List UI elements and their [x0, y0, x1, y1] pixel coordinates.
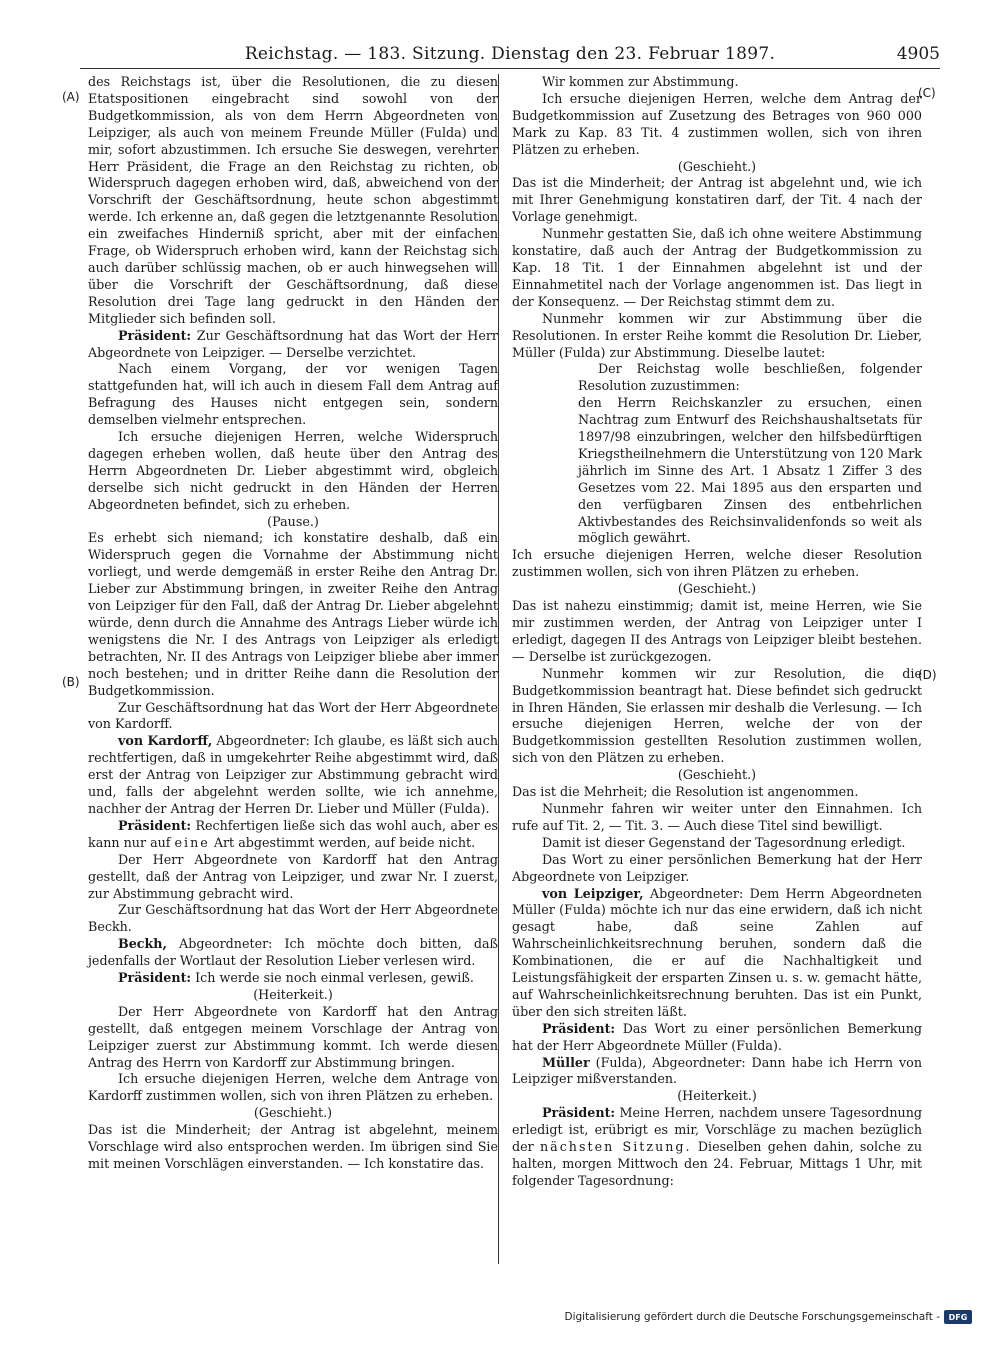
paragraph: [512, 886, 922, 1021]
speech-text: Rechfertigen ließe sich das wohl auch, aber es kann nur auf: [88, 817, 498, 850]
speaker-name: von Kardorff,: [118, 733, 213, 749]
paragraph: Das Wort zu einer persönlichen Bemerkung hat der Herr Abgeordnete von Leipziger.: [512, 851, 922, 884]
paragraph: Damit ist dieser Gegenstand der Tagesordnung erledigt.: [542, 834, 906, 850]
stage-direction: (Geschieht.): [677, 767, 757, 783]
paragraph: des Reichstags ist, über die Resolutionen, die zu diesen Etatspositionen eingebracht sind sowohl von der Budgetkommission, als von dem Herrn Abgeordneten von Leipziger, als auch von meinem Freunde Müller (Fulda) und mir, sofort abzustimmen. Ich ersuche Sie deswegen, verehrter Herr Präsident, die Frage an den Reichstag zu richten, ob Widerspruch dagegen erhoben wird, daß, abweichend von der Vorschrift der Geschäftsordnung, heute schon abgestimmt werde. Ich erkenne an, daß gegen die letztgenannte Resolution ein zweifaches Hinderniß spricht, aber mit der einfachen Frage, ob Widerspruch erhoben wird, kann der Reichstag sich auch darüber schlüssig machen, ob er auch hinwegsehen will über die Vorschrift der Geschäftsordnung, daß diese Resolution drei Tage lang gedruckt in den Händen der Mitglieder sich befinden soll.: [88, 74, 498, 326]
paragraph: Das ist die Mehrheit; die Resolution ist angenommen.: [512, 784, 859, 800]
left-column: [88, 74, 498, 1173]
paragraph: Nunmehr kommen wir zur Resolution, die die Budgetkommission beantragt hat. Diese befindet sich gedruckt in Ihren Händen, Sie erlassen mir deshalb die Verlesung. — Ich ersuche diejenigen Herren, welche der von der Budgetkommission gestellten Resolution zustimmen wollen, sich von den Plätzen zu erheben.: [512, 665, 922, 766]
paragraph: Zur Geschäftsordnung hat das Wort der Herr Abgeordnete Beckh.: [88, 902, 498, 935]
paragraph: [88, 733, 498, 818]
stage-direction: (Geschieht.): [253, 1105, 333, 1121]
paragraph: Nach einem Vorgang, der vor wenigen Tagen stattgefunden hat, will ich auch in diesem Fall dem Antrag auf Befragung des Hauses nicht entgegen sein, sondern demselben vielmehr entsprechen.: [88, 361, 498, 428]
paragraph: Ich ersuche diejenigen Herren, welche dieser Resolution zustimmen wollen, sich von ihren Plätzen zu erheben.: [512, 547, 922, 580]
paragraph: Nunmehr kommen wir zur Abstimmung über die Resolutionen. In erster Reihe kommt die Resolution Dr. Lieber, Müller (Fulda) zur Abstimmung. Dieselbe lautet:: [512, 310, 922, 360]
paragraph: Zur Geschäftsordnung hat das Wort der Herr Abgeordnete von Kardorff.: [88, 699, 498, 732]
paragraph: Der Herr Abgeordnete von Kardorff hat den Antrag gestellt, daß der Antrag von Leipziger, und zwar Nr. I zuerst, zur Abstimmung gebracht wird.: [88, 851, 498, 901]
speech-text: Abgeordneter: Ich möchte doch bitten, daß jedenfalls der Wortlaut der Resolution Lieber verlesen wird.: [88, 936, 498, 969]
speaker-name: von Leipziger,: [542, 885, 644, 901]
speaker-name: Präsident:: [118, 817, 192, 833]
paragraph: Ich ersuche diejenigen Herren, welche dem Antrag der Budgetkommission auf Zusetzung des Betrages von 960 000 Mark zu Kap. 83 Tit. 4 zustimmen wollen, sich von ihren Plätzen zu erheben.: [512, 90, 922, 157]
page-title: Reichstag. — 183. Sitzung. Dienstag den 23. Februar 1897.: [244, 44, 776, 64]
margin-marker-d: (D): [918, 668, 937, 682]
stage-direction: (Geschieht.): [677, 581, 757, 597]
paragraph: Nunmehr gestatten Sie, daß ich ohne weitere Abstimmung konstatire, daß auch der Antrag der Budgetkommission zu Kap. 18 Tit. 1 der Einnahmen abgelehnt ist und der Einnahmetitel nach der Vorlage angenommen ist. Das liegt in der Konsequenz. — Der Reichstag stimmt dem zu.: [512, 226, 922, 309]
paragraph: Das ist die Minderheit; der Antrag ist abgelehnt und, wie ich mit Ihrer Genehmigung konstatiren darf, der Tit. 4 nach der Vorlage genehmigt.: [512, 175, 922, 225]
paragraph: Wir kommen zur Abstimmung.: [542, 74, 739, 89]
right-column: [512, 74, 922, 1190]
speaker-name: Präsident:: [118, 970, 192, 986]
paragraph: [512, 1021, 922, 1055]
paragraph: [88, 936, 498, 970]
paragraph: Der Herr Abgeordnete von Kardorff hat den Antrag gestellt, daß entgegen meinem Vorschlage der Antrag von Leipziger zuerst zur Abstimmung kommt. Ich werde diesen Antrag des Herrn von Kardorff zur Abstimmung bringen.: [88, 1003, 498, 1070]
footer-credit: Digitalisierung gefördert durch die Deutsche Forschungsgemeinschaft -: [564, 1311, 940, 1323]
paragraph: Das ist die Minderheit; der Antrag ist abgelehnt, meinem Vorschlage wird also entsprochen werden. Im übrigen sind Sie mit meinen Vorschlägen einverstanden. — Ich konstatire das.: [88, 1122, 498, 1171]
paragraph: Das ist nahezu einstimmig; damit ist, meine Herren, wie Sie mir zustimmen werden, der Antrag von Leipziger unter I erledigt, dagegen II des Antrags von Leipziger bleibt bestehen. — Derselbe ist zurückgezogen.: [512, 598, 922, 664]
paragraph: Ich ersuche diejenigen Herren, welche dem Antrage von Kardorff zustimmen wollen, sich von ihren Plätzen zu erheben.: [88, 1071, 498, 1104]
speech-text: (Fulda), Abgeordneter: Dann habe ich Herrn von Leipziger mißverstanden.: [512, 1054, 922, 1087]
paragraph: [512, 1055, 922, 1089]
speaker-name: Präsident:: [118, 327, 192, 343]
digitization-footer: [564, 1310, 972, 1324]
speech-text: Abgeordneter: Ich glaube, es läßt sich auch rechtfertigen, daß in umgekehrter Reihe abgestimmt wird, daß erst der Antrag von Leipziger zur Abstimmung gebracht wird und, falls der abgelehnt werden sollte, wie ich annehme, nachher der Antrag der Herren Dr. Lieber und Müller (Fulda).: [88, 733, 498, 816]
speech-text: Abgeordneter: Dem Herrn Abgeordneten Müller (Fulda) möchte ich nur das eine erwidern, daß ich nicht gesagt habe, daß seine Zahlen auf Wahrscheinlichkeitsrechnung beruhen, sondern daß die Kombinationen, die er auf die Nachhaltigkeit und Leistungsfähigkeit der ersparten Zinsen u. s. w. gemacht hätte, auf Wahrscheinlichkeitsrechnung beruhten. Das ist ein Punkt, über den sich streiten läßt.: [512, 885, 922, 1019]
speech-text: Dieselben gehen dahin, solche zu halten, morgen Mittwoch den 24. Februar, Mittags 1 Uhr, mit folgender Tagesordnung:: [512, 1139, 922, 1188]
paragraph: Nunmehr fahren wir weiter unter den Einnahmen. Ich rufe auf Tit. 2, — Tit. 3. — Auch diese Titel sind bewilligt.: [512, 800, 922, 833]
dfg-logo-icon: DFG: [944, 1310, 972, 1324]
speech-text: Meine Herren, nachdem unsere Tagesordnung erledigt ist, erübrigt es mir, Vorschläge zu machen bezüglich der: [512, 1105, 922, 1155]
resolution-quote: Der Reichstag wolle beschließen, folgender Resolution zuzustimmen:: [578, 361, 922, 394]
margin-marker-b: (B): [62, 675, 80, 689]
speech-text: Das Wort zu einer persönlichen Bemerkung hat der Herr Abgeordnete Müller (Fulda).: [512, 1020, 922, 1053]
paragraph: [88, 970, 498, 987]
paragraph: Es erhebt sich niemand; ich konstatire deshalb, daß ein Widerspruch gegen die Vornahme der Abstimmung nicht vorliegt, und werde demgemäß in erster Reihe den Antrag Dr. Lieber zur Abstimmung bringen, in zweiter Reihe den Antrag von Leipziger für den Fall, daß der Antrag Dr. Lieber abgelehnt würde, denn durch die Annahme des Antrags Lieber würde ich wenigstens die Nr. I des Antrags von Leipziger als erledigt betrachten, Nr. II des Antrags von Leipziger bliebe aber immer noch bestehen; und in dritter Reihe dann die Resolution der Budgetkommission.: [88, 530, 498, 698]
stage-direction: (Pause.): [267, 513, 319, 529]
margin-marker-c: (C): [918, 86, 936, 100]
speaker-name: Präsident:: [542, 1020, 616, 1036]
margin-marker-a: (A): [62, 90, 80, 104]
paragraph: [88, 818, 498, 852]
speaker-name: Beckh,: [118, 936, 167, 952]
stage-direction: (Geschieht.): [677, 158, 757, 174]
stage-direction: (Heiterkeit.): [677, 1088, 757, 1104]
speaker-name: Präsident:: [542, 1105, 616, 1121]
resolution-quote: den Herrn Reichskanzler zu ersuchen, einen Nachtrag zum Entwurf des Reichshaushaltsetats für 1897/98 einzubringen, welcher den hilfsbedürftigen Kriegstheilnehmern die Unterstützung von 120 Mark jährlich im Sinne des Art. 1 Absatz 1 Ziffer 3 des Gesetzes vom 22. Mai 1895 aus den ersparten und den verfügbaren Zinsen des entbehrlichen Aktivbestandes des Reichsinvalidenfonds so weit als möglich gewährt.: [578, 395, 922, 546]
speech-text: Art abgestimmt werden, auf beide nicht.: [209, 834, 476, 850]
speech-text: Ich werde sie noch einmal verlesen, gewiß.: [191, 970, 474, 986]
speech-text: Zur Geschäftsordnung hat das Wort der Herr Abgeordnete von Leipziger. — Derselbe verzichtet.: [88, 327, 498, 360]
emphasis-text: nächsten Sitzung.: [539, 1139, 692, 1155]
column-divider: [498, 74, 499, 1264]
page-number: 4905: [896, 44, 940, 64]
paragraph: Ich ersuche diejenigen Herren, welche Widerspruch dagegen erheben wollen, daß heute über den Antrag des Herrn Abgeordneten Dr. Lieber abgestimmt wird, obgleich derselbe sich nicht gedruckt in den Händen der Herren Abgeordneten befindet, sich zu erheben.: [88, 429, 498, 512]
paragraph: [512, 1105, 922, 1190]
stage-direction: (Heiterkeit.): [253, 986, 333, 1002]
speaker-name: Müller: [542, 1054, 590, 1070]
page-header: [80, 44, 940, 69]
emphasis-text: eine: [174, 834, 210, 850]
paragraph: [88, 328, 498, 362]
